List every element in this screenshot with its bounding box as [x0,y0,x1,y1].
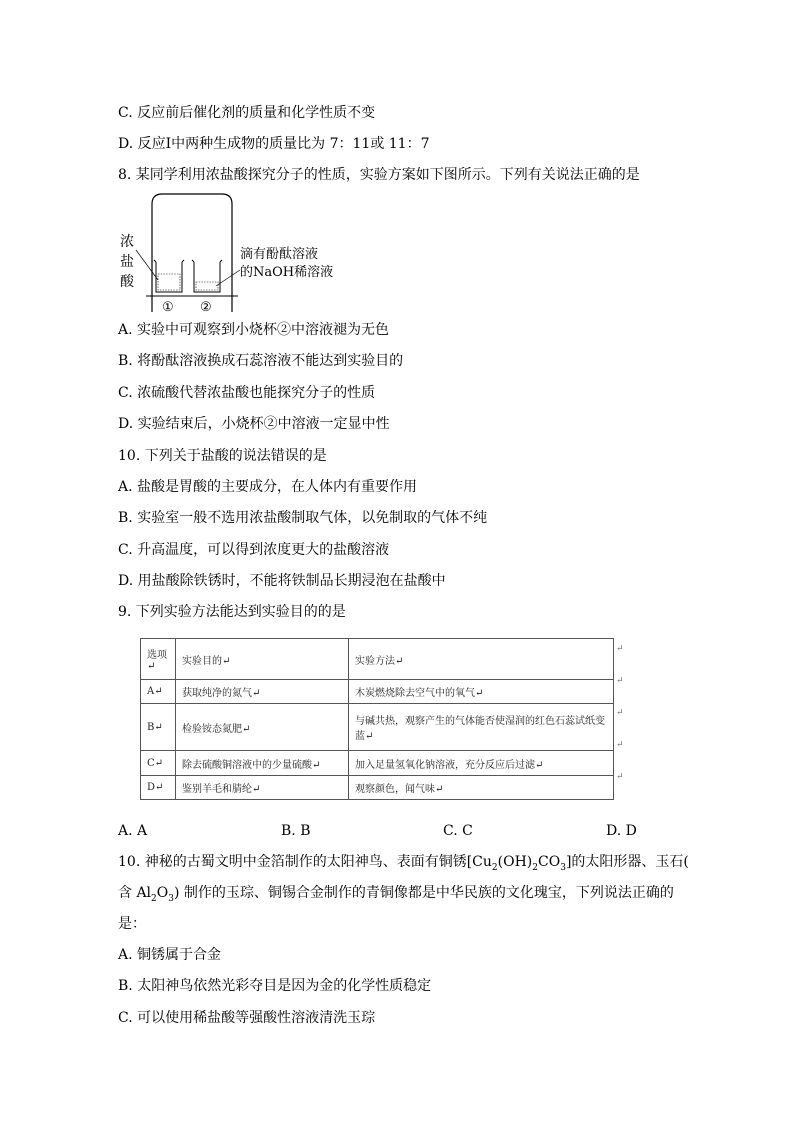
question-8-option-c: C. 浓硫酸代替浓盐酸也能探究分子的性质 [118,385,376,401]
choice-c: C. C [443,823,473,839]
row-end-mark: ↵ [616,676,624,686]
row-end-mark: ↵ [616,708,624,718]
question-10b-stem-line-2: 含 $Al_2O_3$) 制作的玉琮、铜锡合金制作的青铜像都是中华民族的文化瑰宝，下列说法正确的 [118,885,674,904]
choice-b: B. B [281,823,311,839]
experiment-figure [118,190,358,315]
table-cell: 与碱共热，观察产生的气体能否使湿润的红色石蕊试纸变蓝↵ [349,704,614,751]
label-left-3: 酸 [120,274,134,290]
table-cell: 获取纯净的氮气↵ [176,680,349,704]
question-8-option-b: B. 将酚酞溶液换成石蕊溶液不能达到实验目的 [118,353,404,369]
label-left-1: 浓 [120,234,134,250]
leader-left [136,250,158,280]
bell-jar [152,194,232,312]
table-cell: 选项↵ [141,639,176,680]
table-cell: 除去硫酸铜溶液中的少量硫酸↵ [176,751,349,775]
choice-d: D. D [606,823,637,839]
question-10b-option-a: A. 铜锈属于合金 [118,947,222,963]
label-right-2: 的NaOH稀溶液 [240,265,334,280]
table-row [141,751,614,775]
beaker-2 [192,260,222,292]
question-10-option-d: D. 用盐酸除铁锈时，不能将铁制品长期浸泡在盐酸中 [118,573,446,589]
question-10-option-c: C. 升高温度，可以得到浓度更大的盐酸溶液 [118,542,390,558]
question-10-option-a: A. 盐酸是胃酸的主要成分，在人体内有重要作用 [118,479,418,495]
option-d-line: D. 反应Ⅰ中两种生成物的质量比为 7：11或 11：7 [118,136,430,152]
beaker-1-liquid [158,274,180,290]
table-row [141,680,614,704]
table-cell: A↵ [141,680,176,704]
table-cell: B↵ [141,704,176,751]
row-end-mark: ↵ [616,740,624,750]
question-10b-stem-line-1: 10. 神秘的古蜀文明中金箔制作的太阳神鸟、表面有铜锈$[Cu_2(OH)_2CO_3]$的太阳形器、玉石( [118,854,689,873]
table-cell: 实验方法↵ [349,639,614,680]
experiment-table [140,638,614,800]
beaker-2-liquid [196,282,218,290]
question-10b-option-b: B. 太阳神鸟依然光彩夺目是因为金的化学性质稳定 [118,978,432,994]
row-end-mark: ↵ [616,772,624,782]
beaker-1 [154,260,184,292]
table-cell: 鉴别羊毛和腈纶↵ [176,775,349,799]
table-cell: 实验目的↵ [176,639,349,680]
question-8-stem: 8. 某同学利用浓盐酸探究分子的性质，实验方案如下图所示。下列有关说法正确的是 [118,167,640,183]
table-row [141,775,614,799]
question-9-stem: 9. 下列实验方法能达到实验目的的是 [118,604,346,620]
question-8-option-d: D. 实验结束后，小烧杯②中溶液一定显中性 [118,416,390,432]
table-cell: C↵ [141,751,176,775]
table-header-row [141,639,614,680]
table-cell: 检验铵态氮肥↵ [176,704,349,751]
label-left-2: 盐 [120,254,134,270]
table-row [141,704,614,751]
table-cell: D↵ [141,775,176,799]
question-8-option-a: A. 实验中可观察到小烧杯②中溶液褪为无色 [118,322,390,338]
row-end-mark: ↵ [616,644,624,654]
option-c-line: C. 反应前后催化剂的质量和化学性质不变 [118,105,376,121]
label-right-1: 滴有酚酞溶液 [240,247,319,262]
table-cell: 木炭燃烧除去空气中的氧气↵ [349,680,614,704]
table-cell: 加入足量氢氧化钠溶液，充分反应后过滤↵ [349,751,614,775]
question-10b-option-c: C. 可以使用稀盐酸等强酸性溶液清洗玉琮 [118,1010,376,1026]
question-10b-stem-line-3: 是： [118,916,146,932]
choice-a: A. A [118,823,148,839]
question-10-stem: 10. 下列关于盐酸的说法错误的是 [118,448,327,464]
question-10-option-b: B. 实验室一般不选用浓盐酸制取气体，以免制取的气体不纯 [118,510,488,526]
table-cell: 观察颜色，闻气味↵ [349,775,614,799]
beaker-1-label: ① [162,300,174,315]
beaker-2-label: ② [200,300,212,315]
